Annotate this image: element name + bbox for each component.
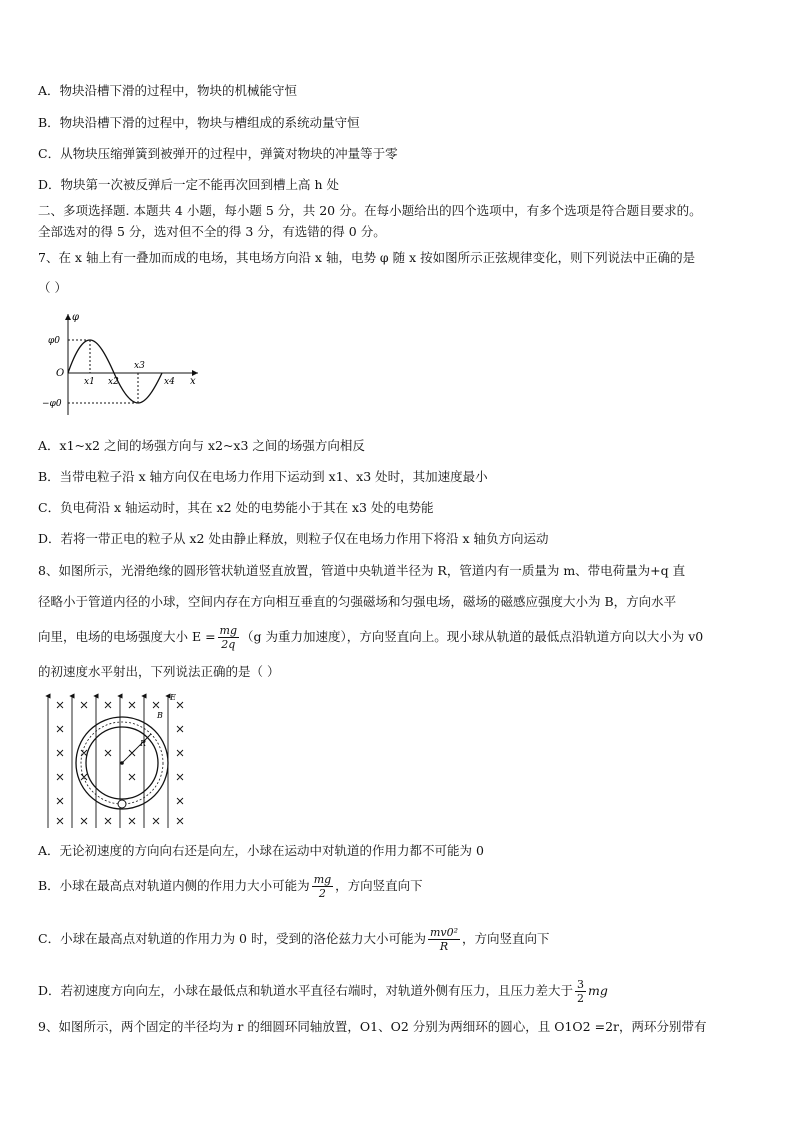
- q8-ring-figure: [40, 690, 195, 830]
- prev-option-d: D．物块第一次被反弹后一定不能再次回到槽上高 h 处: [38, 177, 340, 192]
- section-heading-line2: 全部选对的得 5 分，选对但不全的得 3 分，有选错的得 0 分。: [38, 224, 386, 239]
- prev-option-b: B．物块沿槽下滑的过程中，物块与槽组成的系统动量守恒: [38, 115, 360, 130]
- e-label: E: [170, 693, 176, 702]
- q8-stem-line4: 的初速度水平射出，下列说法正确的是（ ）: [38, 664, 280, 679]
- prev-option-a: A．物块沿槽下滑的过程中，物块的机械能守恒: [38, 83, 298, 98]
- q8-option-a: A．无论初速度的方向向右还是向左，小球在运动中对轨道的作用力都不可能为 0: [38, 843, 484, 858]
- q8-option-d-post: mg: [588, 983, 608, 998]
- option-b-fraction-num: mg: [313, 873, 332, 886]
- sine-curve: [68, 340, 162, 403]
- q7-option-a: A．x1~x2 之间的场强方向与 x2~x3 之间的场强方向相反: [38, 438, 365, 453]
- q8-stem-line2: 径略小于管道内径的小球，空间内存在方向相互垂直的匀强磁场和匀强电场，磁场的磁感应强度大小为 B，方向水平: [38, 594, 677, 609]
- radius-line: [122, 734, 151, 763]
- x1-label: x1: [84, 377, 95, 387]
- option-b-fraction: [312, 873, 333, 900]
- phi-axis-label: φ: [72, 312, 80, 323]
- option-d-fraction-den: 2: [577, 992, 585, 1005]
- q7-sine-graph: [38, 310, 203, 420]
- q9-stem-line1: 9、如图所示，两个固定的半径均为 r 的细圆环同轴放置，O1、O2 分别为两细环的圆心，且 O1O2 =2r，两环分别带有: [38, 1019, 707, 1034]
- option-d-fraction: [575, 978, 586, 1005]
- q7-option-b: B．当带电粒子沿 x 轴方向仅在电场力作用下运动到 x1、x3 处时，其加速度最小: [38, 469, 488, 484]
- prev-option-c: C．从物块压缩弹簧到被弹开的过程中，弹簧对物块的冲量等于零: [38, 146, 398, 161]
- r-label: R: [140, 739, 147, 748]
- option-d-fraction-num: 3: [577, 978, 585, 991]
- neg-phi0-label: −φ0: [42, 399, 62, 409]
- section-heading-line1: 二、多项选择题. 本题共 4 小题，每小题 5 分，共 20 分。在每小题给出的四个选项中，有多个选项是符合题目要求的。: [38, 203, 702, 218]
- field-fraction: [218, 624, 239, 651]
- q8-option-d-pre: D．若初速度方向向左，小球在最低点和轨道水平直径右端时，对轨道外侧有压力，且压力差大于: [38, 983, 574, 998]
- q8-option-b: [38, 870, 423, 902]
- q7-option-c: C．负电荷沿 x 轴运动时，其在 x2 处的电势能小于其在 x3 处的电势能: [38, 500, 434, 515]
- q8-stem-line3-a: 向里，电场的电场强度大小 E =: [38, 629, 216, 644]
- option-c-fraction-num: mv0²: [429, 926, 459, 939]
- q7-stem-line1: 7、在 x 轴上有一叠加而成的电场，其电场方向沿 x 轴，电势 φ 随 x 按如图所示正弦规律变化，则下列说法中正确的是: [38, 250, 696, 265]
- origin-label: O: [56, 368, 65, 379]
- q8-stem-line1: 8、如图所示，光滑绝缘的圆形管状轨道竖直放置，管道中央轨道半径为 R，管道内有一质量为 m、带电荷量为+q 直: [38, 563, 686, 578]
- field-fraction-den: 2q: [221, 638, 236, 651]
- q8-option-c: [38, 922, 550, 956]
- x2-label: x2: [108, 377, 119, 387]
- ball: [118, 800, 126, 808]
- field-fraction-num: mg: [219, 624, 238, 637]
- q8-option-b-post: ，方向竖直向下: [335, 878, 423, 893]
- x4-label: x4: [164, 377, 175, 387]
- q8-option-c-pre: C．小球在最高点对轨道的作用力为 0 时，受到的洛伦兹力大小可能为: [38, 931, 426, 946]
- e-field-lines: [48, 696, 168, 828]
- option-c-fraction: [428, 926, 460, 953]
- phi-axis-arrow: [65, 314, 71, 320]
- q8-stem-line3: [38, 622, 703, 652]
- q8-option-d: [38, 974, 608, 1008]
- q8-option-b-pre: B．小球在最高点对轨道内侧的作用力大小可能为: [38, 878, 310, 893]
- phi0-label: φ0: [48, 336, 61, 346]
- q7-option-d: D．若将一带正电的粒子从 x2 处由静止释放，则粒子仅在电场力作用下将沿 x 轴负方向运动: [38, 531, 549, 546]
- x-axis-label: x: [190, 376, 196, 387]
- x3-label: x3: [134, 361, 145, 371]
- q8-option-c-post: ，方向竖直向下: [462, 931, 550, 946]
- q7-stem-line2: （ ）: [38, 280, 67, 295]
- option-b-fraction-den: 2: [318, 887, 326, 900]
- q8-stem-line3-b: （g 为重力加速度），方向竖直向上。现小球从轨道的最低点沿轨道方向以大小为 v0: [241, 629, 704, 644]
- b-label: B: [157, 711, 163, 720]
- option-c-fraction-den: R: [439, 940, 449, 953]
